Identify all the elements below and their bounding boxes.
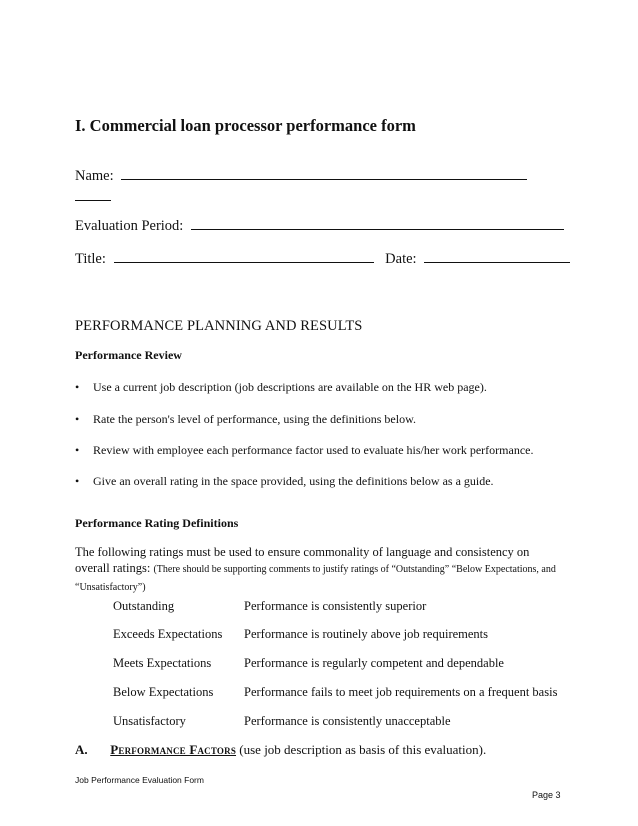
title-date-row (75, 251, 570, 268)
rating-row (113, 714, 451, 729)
rating-definition: Performance fails to meet job requirements on a frequent basis (244, 685, 558, 699)
rating-row (113, 656, 504, 671)
bullet-icon: • (75, 474, 80, 488)
rating-term: Below Expectations (113, 685, 214, 699)
evaluation-period-input-line[interactable] (191, 228, 564, 230)
title-input-line[interactable] (114, 261, 374, 263)
bullet-icon: • (75, 443, 80, 457)
rating-definition: Performance is regularly competent and dependable (244, 656, 504, 670)
name-label: Name: (75, 168, 114, 184)
rating-definition: Performance is routinely above job requirements (244, 627, 489, 641)
list-item-text: Review with employee each performance factor used to evaluate his/her work performance. (93, 443, 534, 457)
list-item-text: Give an overall rating in the space provided, using the definitions below as a guide. (93, 474, 494, 488)
page-number: Page 3 (532, 790, 561, 800)
bullet-icon: • (75, 412, 80, 426)
list-item (75, 474, 494, 489)
rating-row (113, 599, 426, 614)
intro-note: (There should be supporting comments to justify ratings of “Outstanding” “Below Expectations, and “Unsatisfactory”) (75, 564, 556, 593)
list-item (75, 443, 533, 458)
list-item-text: Use a current job description (job descriptions are available on the HR web page). (93, 380, 487, 394)
footer-form-name: Job Performance Evaluation Form (75, 775, 204, 785)
rating-definitions-heading: Performance Rating Definitions (75, 516, 239, 530)
section-a-note: (use job description as basis of this evaluation). (239, 742, 487, 757)
section-heading: PERFORMANCE PLANNING AND RESULTS (75, 318, 363, 334)
rating-definition: Performance is consistently unacceptable (244, 714, 451, 728)
rating-term: Exceeds Expectations (113, 627, 223, 641)
rating-term: Meets Expectations (113, 656, 212, 670)
rating-definition: Performance is consistently superior (244, 599, 427, 613)
intro-text: The following ratings must be used to ensure commonality of language and consistency on overall ratings: (75, 545, 530, 575)
date-input-line[interactable] (424, 261, 570, 263)
list-item (75, 380, 487, 395)
title-label: Title: (75, 251, 106, 267)
section-a-letter: A. (75, 742, 88, 757)
rating-term: Outstanding (113, 599, 175, 613)
name-input-line[interactable] (121, 178, 527, 180)
rating-term: Unsatisfactory (113, 714, 186, 728)
evaluation-period-row (75, 218, 564, 235)
performance-review-heading: Performance Review (75, 348, 182, 362)
rating-definitions-intro (75, 544, 565, 596)
name-field-row (75, 168, 527, 185)
section-a-heading (75, 742, 486, 758)
list-item (75, 412, 416, 427)
evaluation-period-label: Evaluation Period: (75, 218, 184, 234)
section-a-title: Performance Factors (110, 742, 237, 757)
bullet-icon: • (75, 380, 80, 394)
name-input-line-continuation[interactable] (75, 188, 111, 206)
form-title: I. Commercial loan processor performance form (75, 116, 416, 135)
date-label: Date: (385, 251, 417, 267)
rating-row (113, 627, 488, 642)
list-item-text: Rate the person's level of performance, using the definitions below. (93, 412, 416, 426)
rating-row (113, 685, 557, 700)
